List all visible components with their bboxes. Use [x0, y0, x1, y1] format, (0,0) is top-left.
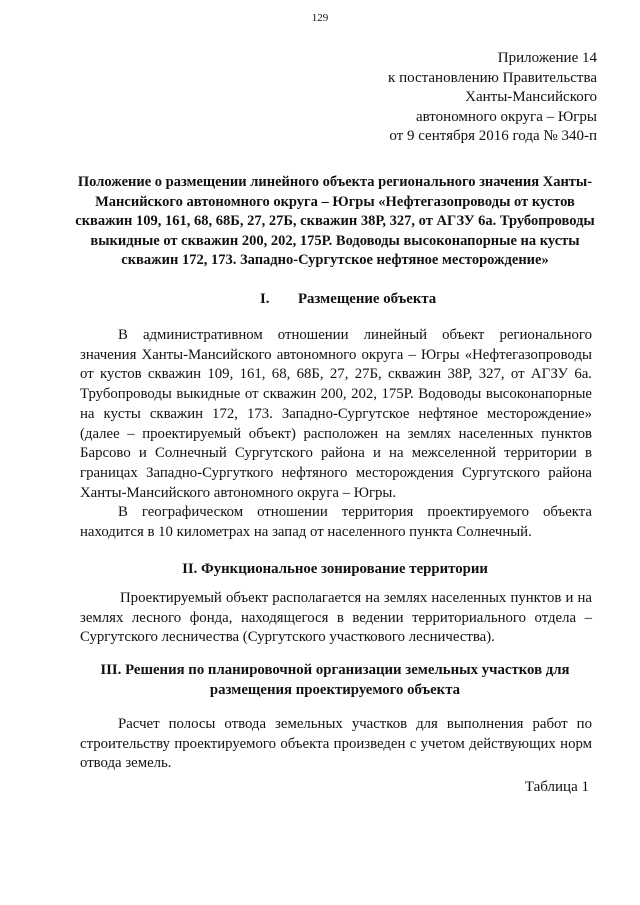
appendix-line: к постановлению Правительства: [388, 69, 597, 86]
table-label: Таблица 1: [524, 779, 589, 795]
appendix-block: [388, 49, 597, 147]
section-3-heading-line: размещения проектируемого объекта: [209, 681, 461, 698]
appendix-line: Приложение 14: [497, 50, 597, 66]
section-1-title: Размещение объекта: [298, 291, 437, 307]
section-3-paragraph: Расчет полосы отвода земельных участков для выполнения работ по строительству проектируемого объекта произведен с учетом действующих норм отвода земель.: [80, 716, 592, 772]
section-2-paragraph: Проектируемый объект располагается на землях населенных пунктов и на землях лесного фонда, находящегося в ведении территориального отдела – Сургутского лесничества (Сургутского участкового лесничества).: [80, 590, 592, 646]
section-1-paragraph-1: В административном отношении линейный объект регионального значения Ханты-Мансийского автономного округа – Югры «Нефтегазопроводы от кустов скважин 109, 161, 68, 68Б, 27, 27Б, скважин 38Р, 327, от АГЗУ 6а. Трубопроводы выкидные от скважин 200, 202, 175Р. Водоводы высоконапорные на кусты скважин 172, 173. Западно-Сургутское нефтяное месторождение» (далее – проектируемый объект) расположен на землях населенных пунктов Барсово и Солнечный Сургутского района и на межселенной территории в границах Западно-Сургуткого нефтяного месторождения Сургутского района Ханты-Мансийского автономного округа – Югры.: [80, 327, 592, 501]
appendix-line: от 9 сентября 2016 года № 340-п: [389, 128, 597, 144]
appendix-line: Ханты-Мансийского: [465, 89, 597, 105]
page-number: 129: [311, 12, 329, 24]
document-title: Положение о размещении линейного объекта регионального значения Ханты-Мансийского автономного округа – Югры «Нефтегазопроводы от кустов скважин 109, 161, 68, 68Б, 27, 27Б, скважин 38Р, 327, от АГЗУ 6а. Трубопроводы выкидные от скважин 200, 202, 175Р. Водоводы высоконапорные на кусты скважин 172, 173. Западно-Сургутское нефтяное месторождение»: [75, 174, 595, 268]
section-1-paragraph-2: В географическом отношении территория проектируемого объекта находится в 10 километрах на запад от населенного пункта Солнечный.: [80, 504, 592, 540]
section-3-heading: [72, 661, 598, 700]
section-3-heading-line: III. Решения по планировочной организации земельных участков для: [100, 662, 570, 678]
section-1-number: I.: [260, 291, 270, 307]
section-2-heading: II. Функциональное зонирование территории: [182, 561, 488, 577]
appendix-line: автономного округа – Югры: [415, 108, 597, 125]
